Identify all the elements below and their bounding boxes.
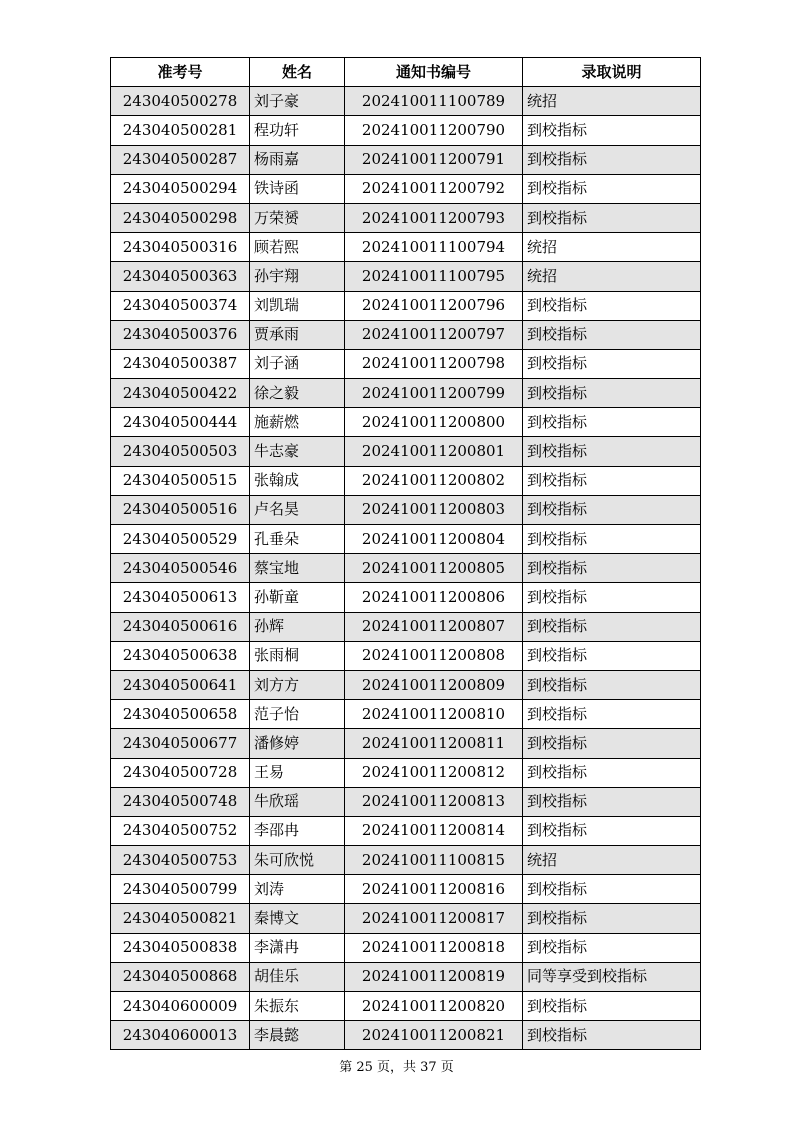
student-name-cell: 徐之毅 — [250, 379, 345, 408]
exam-number-cell: 243040500387 — [111, 349, 250, 378]
student-name-cell: 胡佳乐 — [250, 962, 345, 991]
notice-number-cell: 202410011200797 — [345, 320, 523, 349]
admission-note-cell: 到校指标 — [523, 349, 701, 378]
notice-number-cell: 202410011200792 — [345, 174, 523, 203]
student-name-cell: 程功轩 — [250, 116, 345, 145]
exam-number-cell: 243040600013 — [111, 1021, 250, 1050]
notice-number-cell: 202410011200817 — [345, 904, 523, 933]
notice-number-cell: 202410011200805 — [345, 554, 523, 583]
header-admission-note: 录取说明 — [523, 58, 701, 87]
student-name-cell: 顾若熙 — [250, 233, 345, 262]
admission-note-cell: 到校指标 — [523, 904, 701, 933]
table-row — [111, 379, 701, 408]
table-row — [111, 787, 701, 816]
exam-number-cell: 243040500752 — [111, 816, 250, 845]
table-row — [111, 291, 701, 320]
table-body — [111, 87, 701, 1050]
exam-number-cell: 243040500374 — [111, 291, 250, 320]
student-name-cell: 张雨桐 — [250, 641, 345, 670]
table-row — [111, 583, 701, 612]
exam-number-cell: 243040500821 — [111, 904, 250, 933]
student-name-cell: 孙辉 — [250, 612, 345, 641]
header-exam-number: 准考号 — [111, 58, 250, 87]
exam-number-cell: 243040500677 — [111, 729, 250, 758]
notice-number-cell: 202410011200802 — [345, 466, 523, 495]
admission-note-cell: 到校指标 — [523, 787, 701, 816]
exam-number-cell: 243040500444 — [111, 408, 250, 437]
table-row — [111, 408, 701, 437]
exam-number-cell: 243040500728 — [111, 758, 250, 787]
header-notice-number: 通知书编号 — [345, 58, 523, 87]
exam-number-cell: 243040500294 — [111, 174, 250, 203]
admission-note-cell: 到校指标 — [523, 816, 701, 845]
notice-number-cell: 202410011200820 — [345, 992, 523, 1021]
admission-note-cell: 统招 — [523, 87, 701, 116]
table-row — [111, 87, 701, 116]
admission-note-cell: 到校指标 — [523, 875, 701, 904]
student-name-cell: 李邵冉 — [250, 816, 345, 845]
notice-number-cell: 202410011200821 — [345, 1021, 523, 1050]
admission-note-cell: 到校指标 — [523, 583, 701, 612]
admission-note-cell: 到校指标 — [523, 291, 701, 320]
table-row — [111, 962, 701, 991]
notice-number-cell: 202410011100795 — [345, 262, 523, 291]
table-row — [111, 700, 701, 729]
admission-note-cell: 到校指标 — [523, 1021, 701, 1050]
table-row — [111, 846, 701, 875]
student-name-cell: 李晨懿 — [250, 1021, 345, 1050]
exam-number-cell: 243040500868 — [111, 962, 250, 991]
table-row — [111, 320, 701, 349]
notice-number-cell: 202410011200793 — [345, 203, 523, 232]
exam-number-cell: 243040500529 — [111, 525, 250, 554]
admission-note-cell: 同等享受到校指标 — [523, 962, 701, 991]
table-row — [111, 992, 701, 1021]
student-name-cell: 潘修婷 — [250, 729, 345, 758]
table-row — [111, 670, 701, 699]
student-name-cell: 刘凯瑞 — [250, 291, 345, 320]
student-name-cell: 刘子涵 — [250, 349, 345, 378]
admission-note-cell: 到校指标 — [523, 670, 701, 699]
admission-note-cell: 到校指标 — [523, 525, 701, 554]
admission-note-cell: 到校指标 — [523, 641, 701, 670]
exam-number-cell: 243040500658 — [111, 700, 250, 729]
exam-number-cell: 243040500298 — [111, 203, 250, 232]
notice-number-cell: 202410011200811 — [345, 729, 523, 758]
exam-number-cell: 243040500799 — [111, 875, 250, 904]
notice-number-cell: 202410011200798 — [345, 349, 523, 378]
exam-number-cell: 243040600009 — [111, 992, 250, 1021]
admission-note-cell: 到校指标 — [523, 174, 701, 203]
admission-note-cell: 统招 — [523, 233, 701, 262]
table-row — [111, 349, 701, 378]
admission-note-cell: 到校指标 — [523, 554, 701, 583]
student-name-cell: 刘涛 — [250, 875, 345, 904]
admission-note-cell: 到校指标 — [523, 612, 701, 641]
student-name-cell: 卢名昊 — [250, 495, 345, 524]
admission-note-cell: 统招 — [523, 846, 701, 875]
admission-note-cell: 到校指标 — [523, 933, 701, 962]
student-name-cell: 刘子豪 — [250, 87, 345, 116]
table-row — [111, 554, 701, 583]
admission-table — [110, 57, 701, 1050]
notice-number-cell: 202410011200819 — [345, 962, 523, 991]
student-name-cell: 朱可欣悦 — [250, 846, 345, 875]
table-row — [111, 641, 701, 670]
admission-note-cell: 到校指标 — [523, 116, 701, 145]
exam-number-cell: 243040500613 — [111, 583, 250, 612]
table-row — [111, 816, 701, 845]
admission-note-cell: 到校指标 — [523, 700, 701, 729]
table-row — [111, 1021, 701, 1050]
exam-number-cell: 243040500748 — [111, 787, 250, 816]
table-row — [111, 203, 701, 232]
student-name-cell: 施薪燃 — [250, 408, 345, 437]
admission-note-cell: 到校指标 — [523, 495, 701, 524]
exam-number-cell: 243040500641 — [111, 670, 250, 699]
notice-number-cell: 202410011200807 — [345, 612, 523, 641]
header-name: 姓名 — [250, 58, 345, 87]
notice-number-cell: 202410011200800 — [345, 408, 523, 437]
notice-number-cell: 202410011200796 — [345, 291, 523, 320]
table-row — [111, 904, 701, 933]
student-name-cell: 牛志豪 — [250, 437, 345, 466]
student-name-cell: 铁诗函 — [250, 174, 345, 203]
exam-number-cell: 243040500363 — [111, 262, 250, 291]
student-name-cell: 孙宇翔 — [250, 262, 345, 291]
admission-note-cell: 到校指标 — [523, 758, 701, 787]
admission-note-cell: 到校指标 — [523, 203, 701, 232]
admission-note-cell: 到校指标 — [523, 145, 701, 174]
notice-number-cell: 202410011200799 — [345, 379, 523, 408]
notice-number-cell: 202410011200809 — [345, 670, 523, 699]
admission-note-cell: 统招 — [523, 262, 701, 291]
exam-number-cell: 243040500281 — [111, 116, 250, 145]
exam-number-cell: 243040500376 — [111, 320, 250, 349]
table-row — [111, 729, 701, 758]
table-row — [111, 437, 701, 466]
student-name-cell: 贾承雨 — [250, 320, 345, 349]
notice-number-cell: 202410011200818 — [345, 933, 523, 962]
table-row — [111, 758, 701, 787]
notice-number-cell: 202410011200810 — [345, 700, 523, 729]
table-row — [111, 116, 701, 145]
student-name-cell: 杨雨嘉 — [250, 145, 345, 174]
table-row — [111, 145, 701, 174]
exam-number-cell: 243040500422 — [111, 379, 250, 408]
notice-number-cell: 202410011100789 — [345, 87, 523, 116]
exam-number-cell: 243040500316 — [111, 233, 250, 262]
student-name-cell: 李潇冉 — [250, 933, 345, 962]
notice-number-cell: 202410011200806 — [345, 583, 523, 612]
notice-number-cell: 202410011100794 — [345, 233, 523, 262]
admission-note-cell: 到校指标 — [523, 466, 701, 495]
notice-number-cell: 202410011200813 — [345, 787, 523, 816]
table-row — [111, 875, 701, 904]
student-name-cell: 蔡宝地 — [250, 554, 345, 583]
admission-note-cell: 到校指标 — [523, 379, 701, 408]
notice-number-cell: 202410011200790 — [345, 116, 523, 145]
student-name-cell: 王易 — [250, 758, 345, 787]
admission-note-cell: 到校指标 — [523, 408, 701, 437]
exam-number-cell: 243040500515 — [111, 466, 250, 495]
notice-number-cell: 202410011200814 — [345, 816, 523, 845]
student-name-cell: 范子怡 — [250, 700, 345, 729]
table-row — [111, 466, 701, 495]
student-name-cell: 孔垂朵 — [250, 525, 345, 554]
admission-note-cell: 到校指标 — [523, 992, 701, 1021]
table-row — [111, 525, 701, 554]
notice-number-cell: 202410011200801 — [345, 437, 523, 466]
page-footer: 第 25 页，共 37 页 — [339, 1060, 454, 1075]
student-name-cell: 孙靳童 — [250, 583, 345, 612]
admission-note-cell: 到校指标 — [523, 729, 701, 758]
student-name-cell: 秦博文 — [250, 904, 345, 933]
table-header-row — [111, 58, 701, 87]
table-row — [111, 233, 701, 262]
exam-number-cell: 243040500838 — [111, 933, 250, 962]
student-name-cell: 牛欣瑶 — [250, 787, 345, 816]
notice-number-cell: 202410011200808 — [345, 641, 523, 670]
exam-number-cell: 243040500503 — [111, 437, 250, 466]
notice-number-cell: 202410011200804 — [345, 525, 523, 554]
notice-number-cell: 202410011100815 — [345, 846, 523, 875]
admission-note-cell: 到校指标 — [523, 320, 701, 349]
notice-number-cell: 202410011200816 — [345, 875, 523, 904]
exam-number-cell: 243040500616 — [111, 612, 250, 641]
exam-number-cell: 243040500516 — [111, 495, 250, 524]
exam-number-cell: 243040500278 — [111, 87, 250, 116]
admission-note-cell: 到校指标 — [523, 437, 701, 466]
exam-number-cell: 243040500287 — [111, 145, 250, 174]
student-name-cell: 朱振东 — [250, 992, 345, 1021]
student-name-cell: 张翰成 — [250, 466, 345, 495]
table-row — [111, 174, 701, 203]
student-name-cell: 刘方方 — [250, 670, 345, 699]
table-row — [111, 933, 701, 962]
notice-number-cell: 202410011200803 — [345, 495, 523, 524]
table-row — [111, 495, 701, 524]
table-row — [111, 262, 701, 291]
exam-number-cell: 243040500753 — [111, 846, 250, 875]
exam-number-cell: 243040500638 — [111, 641, 250, 670]
student-name-cell: 万荣赟 — [250, 203, 345, 232]
exam-number-cell: 243040500546 — [111, 554, 250, 583]
notice-number-cell: 202410011200791 — [345, 145, 523, 174]
notice-number-cell: 202410011200812 — [345, 758, 523, 787]
table-row — [111, 612, 701, 641]
